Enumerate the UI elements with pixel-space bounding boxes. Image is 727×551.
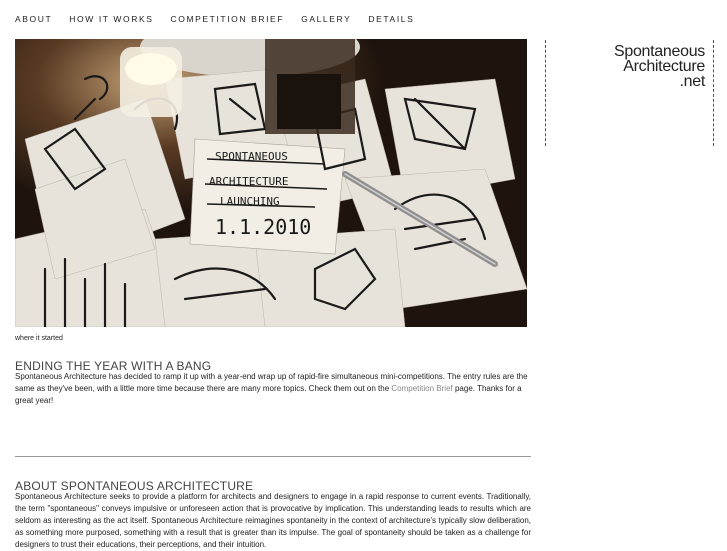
sketch-line-1: SPONTANEOUS — [215, 150, 288, 163]
competition-brief-link[interactable]: Competition Brief — [391, 384, 453, 393]
post-body — [15, 371, 531, 407]
brand-box — [545, 40, 714, 146]
sketch-line-3: LAUNCHING — [220, 195, 280, 208]
about-body: Spontaneous Architecture seeks to provide a platform for architects and designers to engage in a rapid response to current events. Traditionally, the term "spontaneous" conveys impulsive or unforeseen action that is provocative by implication. This understanding leads to results which are seldom as interesting as the act itself. Spontaneous Architecture reimagines spontaneity in the context of architecture's typically slow deliberation, as something more purposed, something with a result that is greater than its impulse. The goal of spontaneity should be taken as a challenge for designers to trust their educations, their perceptions, and their intuition. — [15, 492, 531, 549]
nav-gallery[interactable]: GALLERY — [301, 14, 352, 24]
hero-photo — [15, 39, 527, 327]
nav-about[interactable]: ABOUT — [15, 14, 53, 24]
nav-competition-brief[interactable]: COMPETITION BRIEF — [170, 14, 285, 24]
post-text-after: page. Thanks for a great year! — [15, 384, 522, 405]
nav-how-it-works[interactable]: HOW IT WORKS — [69, 14, 154, 24]
main-nav — [15, 14, 431, 24]
napkin-sketches-illustration — [15, 39, 527, 327]
nav-details[interactable]: DETAILS — [368, 14, 415, 24]
sketch-date: 1.1.2010 — [215, 215, 312, 239]
brand-line-1: Spontaneous — [613, 43, 705, 60]
brand-line-2: Architecture — [623, 58, 705, 75]
sketch-line-2: ARCHITECTURE — [209, 175, 289, 188]
site-logo[interactable] — [614, 44, 705, 89]
brand-line-3: .net — [679, 73, 705, 90]
about-title: ABOUT SPONTANEOUS ARCHITECTURE — [15, 479, 254, 493]
section-divider — [15, 456, 531, 457]
post-title: ENDING THE YEAR WITH A BANG — [15, 359, 212, 373]
photo-caption: where it started — [15, 335, 63, 342]
post-text-before: Spontaneous Architecture has decided to ramp it up with a year-end wrap up of rapid-fire simultaneous mini-competitions. The entry rules are the same as they've been, with a little more time because there are many more topics. Check them out on the — [15, 372, 528, 393]
